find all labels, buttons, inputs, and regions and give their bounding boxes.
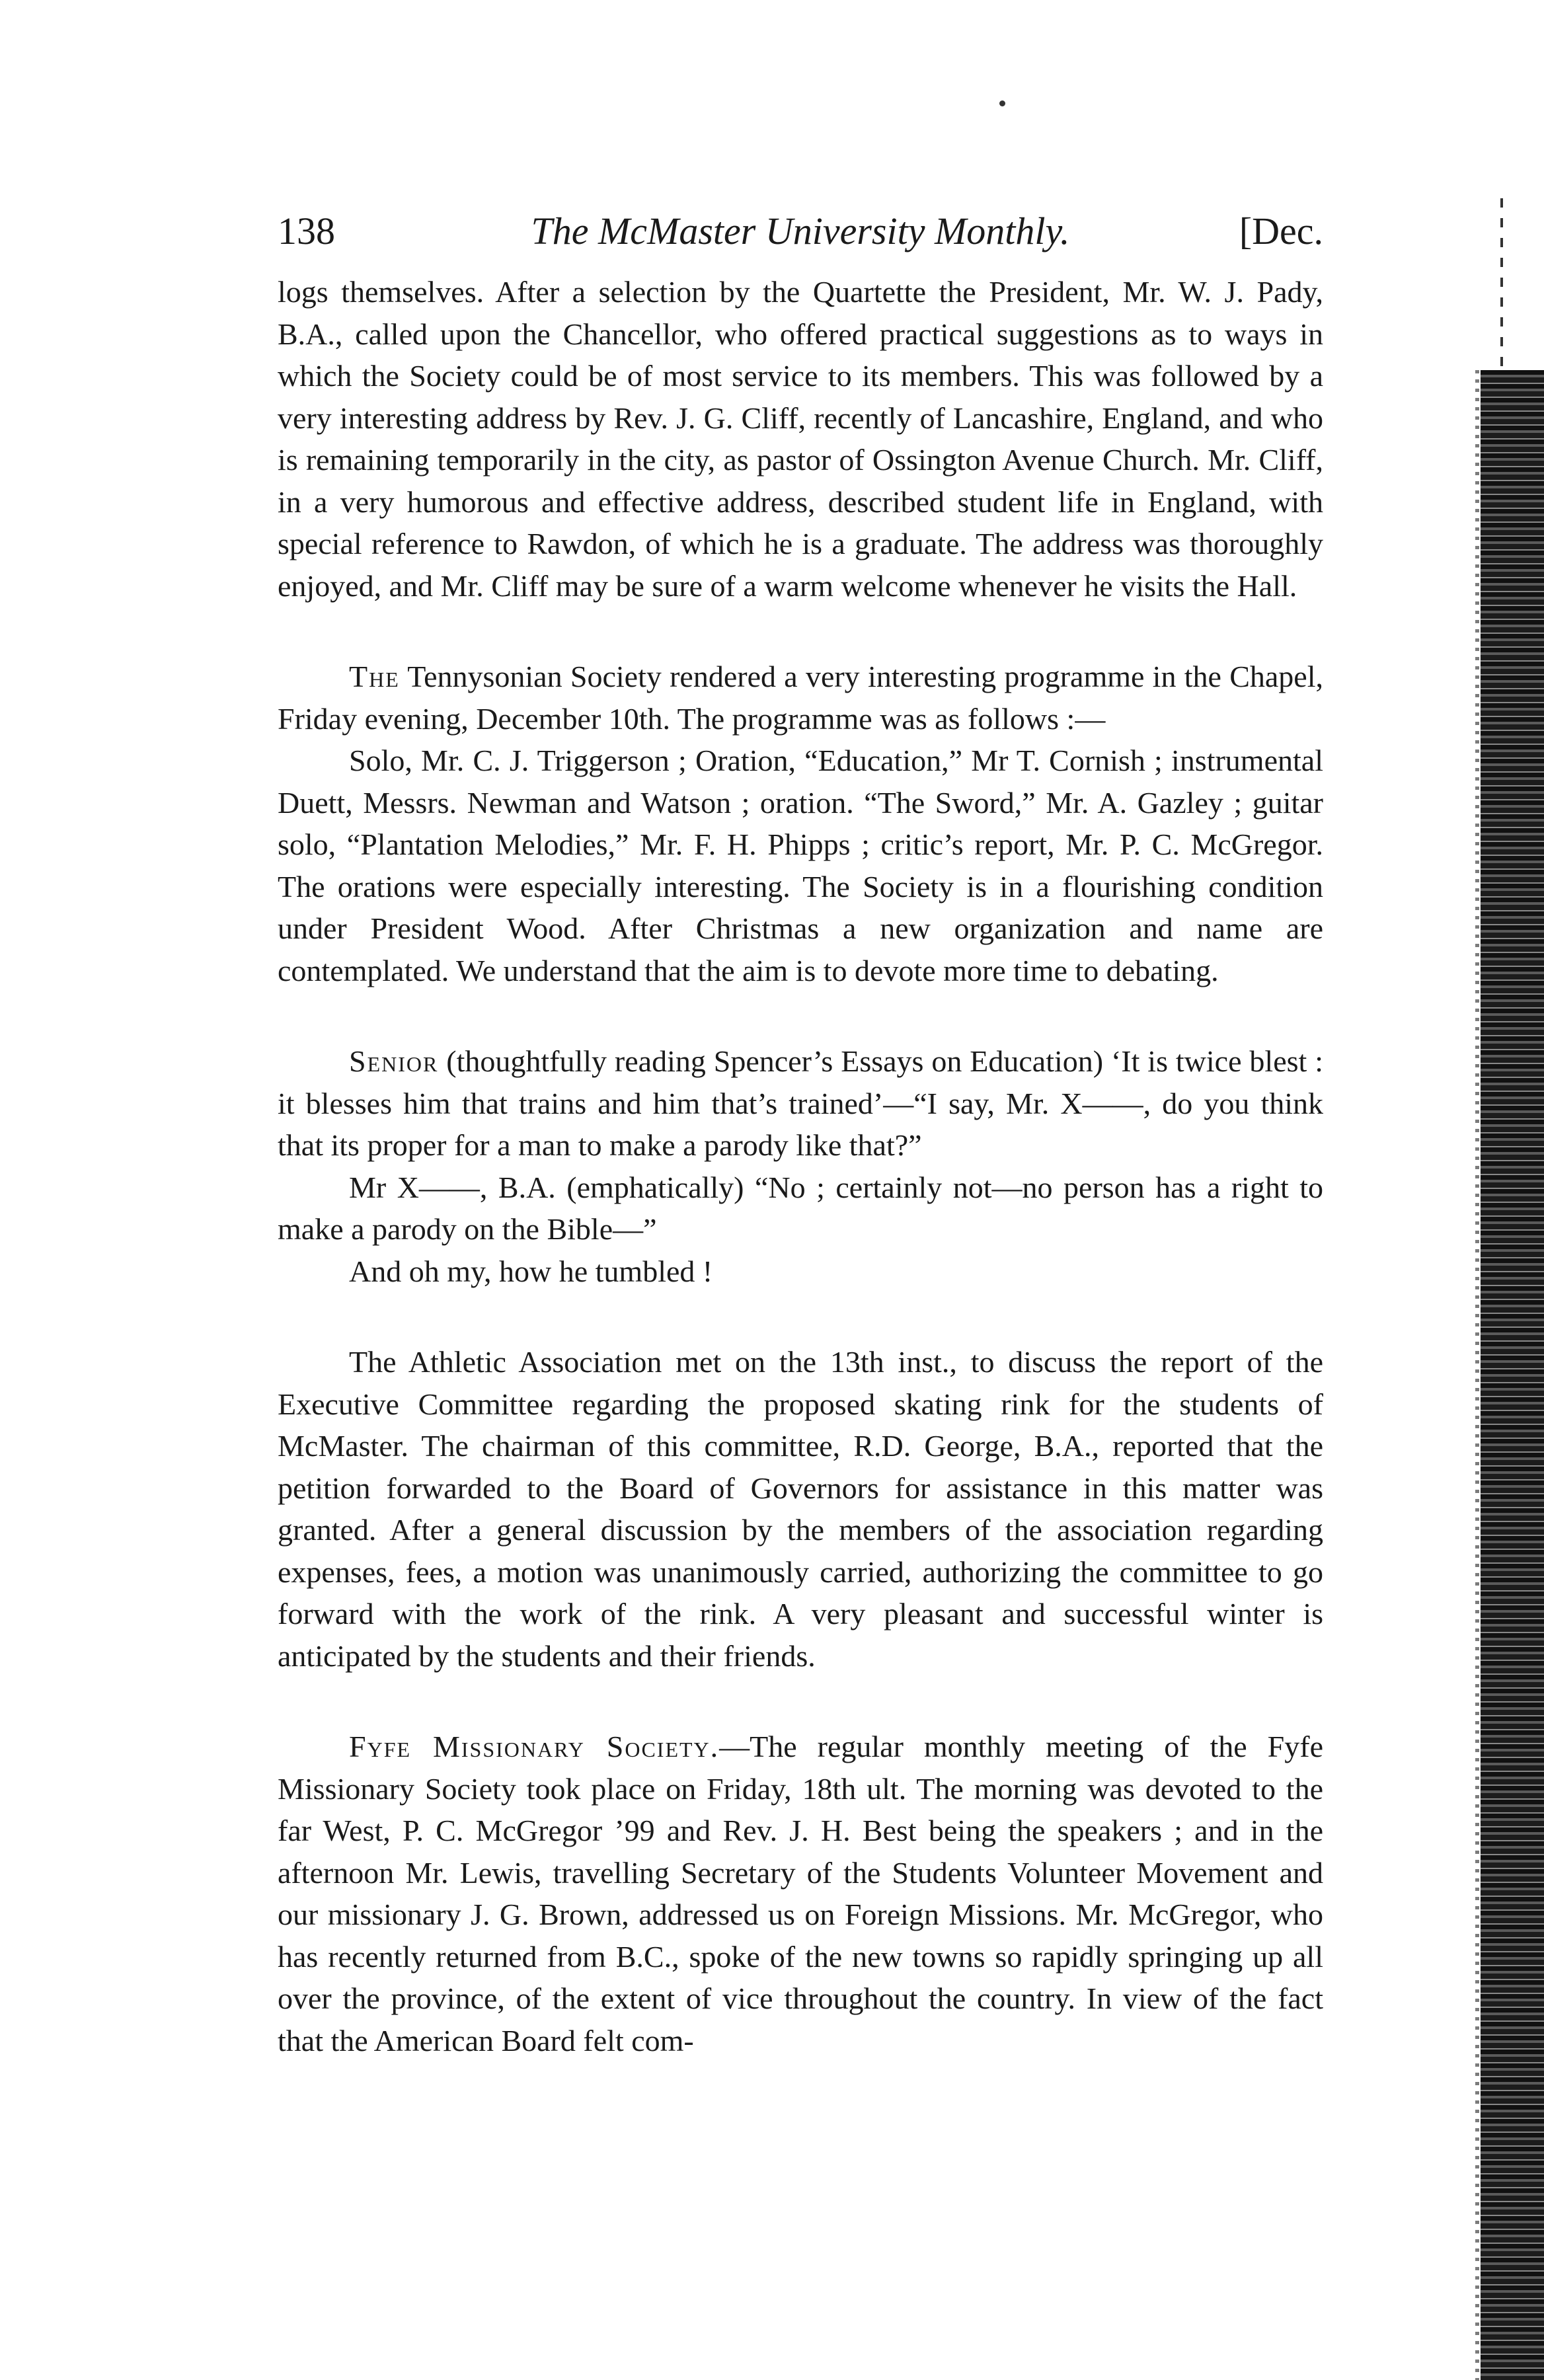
paragraph-punchline	[278, 1250, 1323, 1293]
article-body	[278, 271, 1323, 2061]
binding-edge-inner	[1475, 370, 1479, 2380]
binding-edge	[1481, 370, 1544, 2380]
paragraph-lead: The	[349, 660, 400, 693]
paragraph-hall-address	[278, 271, 1323, 607]
paragraph-senior-anecdote	[278, 1040, 1323, 1167]
paragraph-reply	[278, 1167, 1323, 1250]
paragraph-text: Mr X——, B.A. (emphatically) “No ; certainly not—no person has a right to make a parody on the Bible—”	[278, 1170, 1323, 1246]
binding-edge-top	[1500, 198, 1503, 370]
paragraph-fyfe-missionary-society	[278, 1726, 1323, 2061]
paragraph-text: Solo, Mr. C. J. Triggerson ; Oration, “Education,” Mr T. Cornish ; instrumental Duett, Messrs. Newman and Watson ; oration. “The Sword,” Mr. A. Gazley ; guitar solo, “Plantation Melodies,” Mr. F. H. Phipps ; critic’s report, Mr. P. C. McGregor. The orations were especially interesting. The Society is in a flourishing condition under President Wood. After Christmas a new organization and name are contemplated. We understand that the aim is to devote more time to debating.	[278, 744, 1323, 987]
paragraph-athletic-association	[278, 1341, 1323, 1677]
paragraph-text: (thoughtfully reading Spencer’s Essays on Education) ‘It is twice blest : it blesses him that trains and him that’s trained’—“I say, Mr. X——, do you think that its proper for a man to make a parody like that?”	[278, 1044, 1323, 1162]
paragraph-lead: Senior	[349, 1044, 439, 1078]
running-header	[278, 202, 1323, 261]
paragraph-text: logs themselves. After a selection by the Quartette the President, Mr. W. J. Pady, B.A., called upon the Chancellor, who offered practical suggestions as to ways in which the Society could be of most service to its members. This was followed by a very interesting address by Rev. J. G. Cliff, recently of Lancashire, England, and who is remaining temporarily in the city, as pastor of Ossington Avenue Church. Mr. Cliff, in a very humorous and effective address, described student life in England, with special reference to Rawdon, of which he is a graduate. The address was thoroughly enjoyed, and Mr. Cliff may be sure of a warm welcome whenever he visits the Hall.	[278, 275, 1323, 603]
page-number: 138	[278, 210, 335, 252]
paragraph-programme	[278, 740, 1323, 991]
paragraph-tennysonian-society	[278, 656, 1323, 740]
paragraph-text: The Athletic Association met on the 13th inst., to discuss the report of the Executive Committee regarding the proposed skating rink for the students of McMaster. The chairman of this committee, R.D. George, B.A., reported that the petition forwarded to the Board of Governors for assistance in this matter was granted. After a general discussion by the members of the association regarding expenses, fees, a motion was unanimously carried, authorizing the committee to go forward with the work of the rink. A very pleasant and successful winter is anticipated by the students and their friends.	[278, 1345, 1323, 1673]
paragraph-lead: Fyfe Missionary Society.	[349, 1730, 720, 1763]
paragraph-text: —The regular monthly meeting of the Fyfe Missionary Society took place on Friday, 18th ult. The morning was devoted to the far West, P. C. McGregor ’99 and Rev. J. H. Best being the speakers ; and in the afternoon Mr. Lewis, travelling Secretary of the Students Volunteer Movement and our missionary J. G. Brown, addressed us on Foreign Missions. Mr. McGregor, who has recently returned from B.C., spoke of the new towns so rapidly springing up all over the province, of the extent of vice throughout the country. In view of the fact that the American Board felt com-	[278, 1730, 1323, 2057]
paragraph-text: Tennysonian Society rendered a very interesting programme in the Chapel, Friday evening, December 10th. The programme was as follows :—	[278, 660, 1323, 736]
paragraph-text: And oh my, how he tumbled !	[349, 1254, 713, 1288]
issue-month: [Dec.	[1239, 210, 1323, 252]
journal-title: The McMaster University Monthly.	[531, 210, 1070, 252]
ink-speck	[999, 100, 1005, 106]
